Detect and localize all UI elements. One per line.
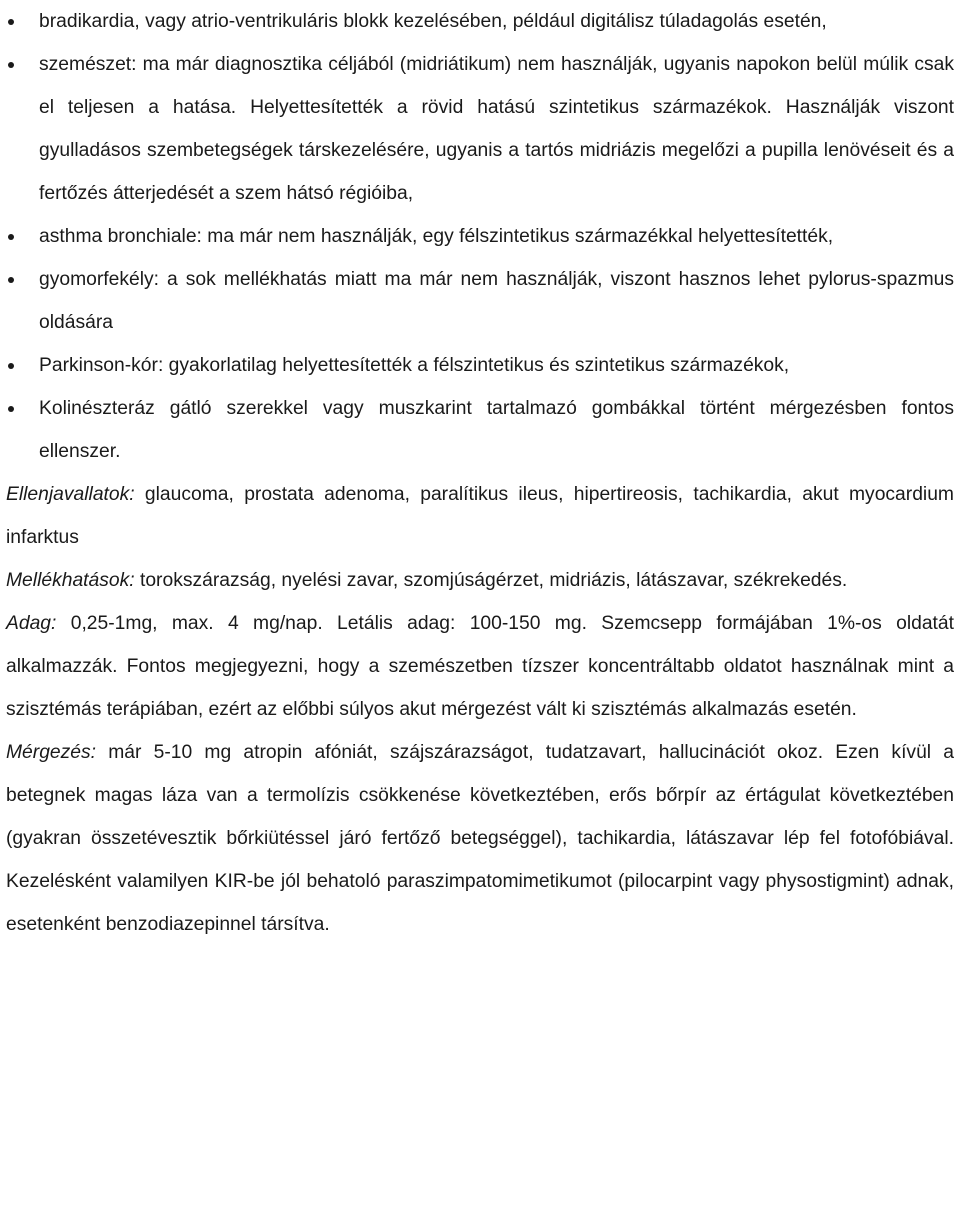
side-effects-paragraph xyxy=(6,559,954,602)
list-item-text: asthma bronchiale: ma már nem használják, egy félszintetikus származékkal helyettesítették, xyxy=(39,226,834,247)
list-item xyxy=(6,258,954,344)
contraindications-text: glaucoma, prostata adenoma, paralítikus ileus, hipertireosis, tachikardia, akut myocardium infarktus xyxy=(6,484,954,548)
list-item-text: szemészet: ma már diagnosztika céljából (midriátikum) nem használják, ugyanis napokon belül múlik csak el teljesen a hatása. Helyettesítették a rövid hatású szintetikus származékok. Használják viszont gyulladásos szembetegségek társkezelésére, ugyanis a tartós midriázis megelőzi a pupilla lenövéseit és a fertőzés átterjedését a szem hátsó régióiba, xyxy=(39,54,954,204)
list-item-text: bradikardia, vagy atrio-ventrikuláris blokk kezelésében, például digitálisz túladagolás esetén, xyxy=(39,11,827,32)
contraindications-label: Ellenjavallatok: xyxy=(6,484,135,505)
bullet-icon xyxy=(8,62,14,68)
list-item xyxy=(6,43,954,215)
bullet-icon xyxy=(8,406,14,412)
side-effects-label: Mellékhatások: xyxy=(6,570,135,591)
dosage-label: Adag: xyxy=(6,613,57,634)
side-effects-text: torokszárazság, nyelési zavar, szomjúságérzet, midriázis, látászavar, székrekedés. xyxy=(134,570,848,591)
indications-list xyxy=(6,0,954,473)
list-item xyxy=(6,387,954,473)
poisoning-label: Mérgezés: xyxy=(6,742,97,763)
list-item xyxy=(6,344,954,387)
list-item-text: gyomorfekély: a sok mellékhatás miatt ma már nem használják, viszont hasznos lehet pylorus-spazmus oldására xyxy=(39,269,954,333)
bullet-icon xyxy=(8,19,14,25)
list-item xyxy=(6,215,954,258)
bullet-icon xyxy=(8,234,14,240)
poisoning-text: már 5-10 mg atropin afóniát, szájszárazságot, tudatzavart, hallucinációt okoz. Ezen kívül a betegnek magas láza van a termolízis csökkenése következtében, erős bőrpír az értágulat következtében (gyakran összetévesztik bőrkiütéssel járó fertőző betegséggel), tachikardia, látászavar lép fel fotofóbiával. Kezelésként valamilyen KIR-be jól behatoló paraszimpatomimetikumot (pilocarpint vagy physostigmint) adnak, esetenként benzodiazepinnel társítva. xyxy=(6,742,954,935)
bullet-icon xyxy=(8,277,14,283)
dosage-paragraph xyxy=(6,602,954,731)
list-item-text: Kolinészteráz gátló szerekkel vagy muszkarint tartalmazó gombákkal történt mérgezésben fontos ellenszer. xyxy=(39,398,954,462)
contraindications-paragraph xyxy=(6,473,954,559)
bullet-icon xyxy=(8,363,14,369)
poisoning-paragraph xyxy=(6,731,954,946)
dosage-text: 0,25-1mg, max. 4 mg/nap. Letális adag: 100-150 mg. Szemcsepp formájában 1%-os oldatát alkalmazzák. Fontos megjegyezni, hogy a szemészetben tízszer koncentráltabb oldatot használnak mint a szisztémás terápiában, ezért az előbbi súlyos akut mérgezést vált ki szisztémás alkalmazás esetén. xyxy=(6,613,954,720)
list-item xyxy=(6,0,954,43)
list-item-text: Parkinson-kór: gyakorlatilag helyettesítették a félszintetikus és szintetikus származékok, xyxy=(39,355,790,376)
